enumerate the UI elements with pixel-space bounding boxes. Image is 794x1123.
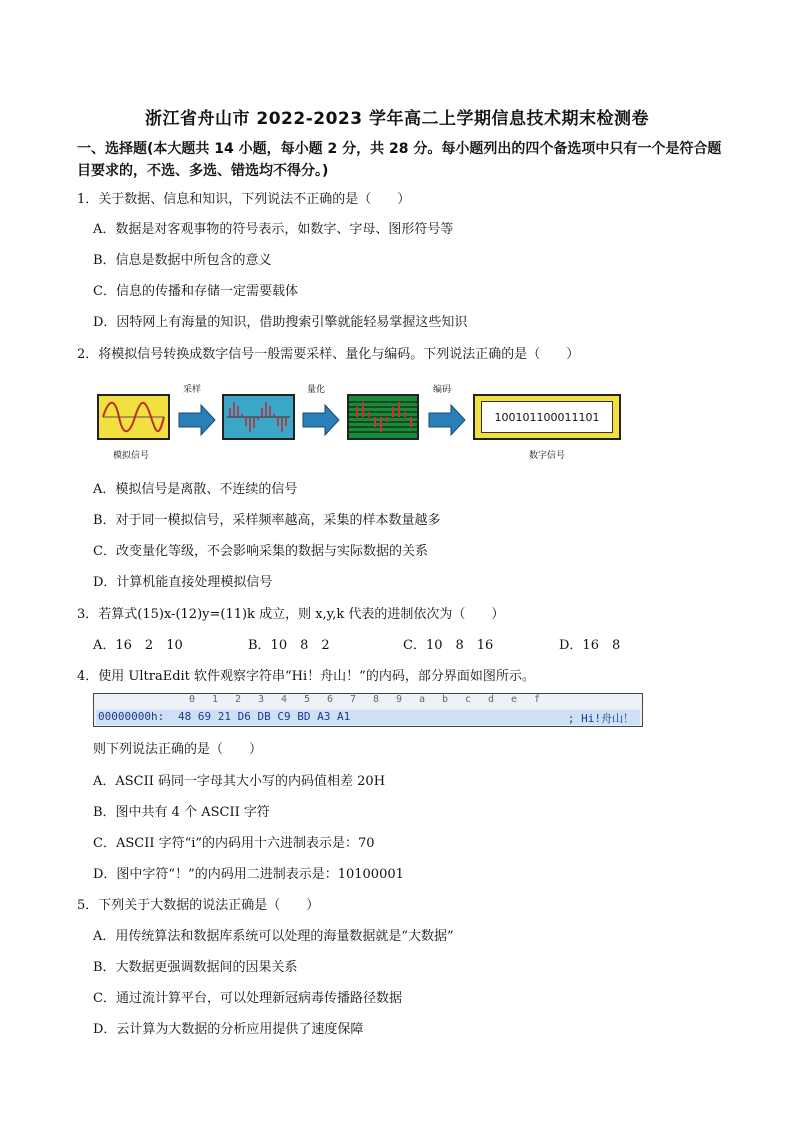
question-3-stem: 3．若算式(15)x-(12)y=(11)k 成立，则 x,y,k 代表的进制依次为（ ） (77, 607, 505, 622)
hex-col-label: 2 (235, 694, 242, 705)
question-1-option-b: B．信息是数据中所包含的意义 (93, 253, 272, 268)
question-5-stem: 5．下列关于大数据的说法正确是（ ） (77, 898, 320, 913)
question-3-option-c: C．10 8 16 (403, 638, 494, 653)
hex-col-label: c (465, 694, 472, 705)
hex-bytes: 48 69 21 D6 DB C9 BD A3 A1 (178, 710, 351, 723)
question-2-option-c: C．改变量化等级，不会影响采集的数据与实际数据的关系 (93, 544, 428, 559)
question-4-sub: 则下列说法正确的是（ ） (93, 742, 263, 757)
question-2-option-a: A．模拟信号是离散、不连续的信号 (93, 482, 298, 497)
digital-signal-box (473, 394, 621, 440)
question-3-option-b: B．10 8 2 (248, 638, 330, 653)
question-3-option-a: A．16 2 10 (93, 638, 183, 653)
sine-wave-icon (99, 396, 168, 438)
step-encoding-label: 编码 (433, 385, 452, 395)
analog-signal-box (97, 394, 170, 440)
question-3-options (93, 634, 653, 654)
hex-address: 00000000h: (98, 710, 165, 723)
hex-column-header (94, 694, 642, 708)
hex-col-label: a (419, 694, 426, 705)
hex-col-label: b (442, 694, 449, 705)
sampled-signal-box (222, 394, 295, 440)
question-1-option-c: C．信息的传播和存储一定需要载体 (93, 284, 298, 299)
question-1-stem: 1．关于数据、信息和知识，下列说法不正确的是（ ） (77, 192, 411, 207)
quantized-wave-icon (349, 396, 417, 438)
question-5-option-d: D．云计算为大数据的分析应用提供了速度保障 (93, 1022, 364, 1037)
hex-col-label: 9 (396, 694, 403, 705)
ultraedit-hex-view (93, 693, 643, 727)
hex-col-label: 6 (327, 694, 334, 705)
binary-code: 100101100011101 (481, 401, 613, 433)
hex-col-label: 7 (350, 694, 357, 705)
hex-col-label: 8 (373, 694, 380, 705)
hex-ascii: ; Hi!舟山！ (567, 712, 634, 725)
analog-caption: 模拟信号 (113, 451, 150, 461)
sampled-wave-icon (224, 396, 293, 438)
hex-col-label: e (511, 694, 518, 705)
question-4-option-c: C．ASCII 字符“i”的内码用十六进制表示是：70 (93, 836, 375, 851)
question-5-option-b: B．大数据更强调数据间的因果关系 (93, 960, 298, 975)
hex-col-label: f (534, 694, 541, 705)
question-5-option-a: A．用传统算法和数据库系统可以处理的海量数据就是“大数据” (93, 929, 454, 944)
question-4-option-d: D．图中字符“！”的内码用二进制表示是：10100001 (93, 867, 404, 882)
question-4-option-a: A．ASCII 码同一字母其大小写的内码值相差 20H (93, 774, 386, 789)
question-4-option-b: B．图中共有 4 个 ASCII 字符 (93, 805, 270, 820)
hex-col-label: d (488, 694, 495, 705)
hex-col-label: 5 (304, 694, 311, 705)
question-5-option-c: C．通过流计算平台，可以处理新冠病毒传播路径数据 (93, 991, 402, 1006)
digital-caption: 数字信号 (529, 451, 566, 461)
arrow-right-icon (177, 402, 217, 438)
arrow-right-icon (301, 402, 341, 438)
arrow-right-icon (427, 402, 467, 438)
hex-col-label: 1 (212, 694, 219, 705)
question-4-stem: 4．使用 UltraEdit 软件观察字符串“Hi！舟山！”的内码，部分界面如图所示。 (77, 669, 535, 684)
section-heading: 一、选择题(本大题共 14 小题，每小题 2 分，共 28 分。每小题列出的四个备选项中只有一个是符合题目要求的，不选、多选、错选均不得分。) (77, 141, 722, 179)
quantized-signal-box (347, 394, 419, 440)
signal-conversion-diagram (97, 385, 623, 464)
hex-col-label: 3 (258, 694, 265, 705)
question-2-option-d: D．计算机能直接处理模拟信号 (93, 575, 273, 590)
hex-data-row (96, 710, 640, 725)
step-quantization-label: 量化 (307, 385, 326, 395)
question-1-option-d: D．因特网上有海量的知识，借助搜索引擎就能轻易掌握这些知识 (93, 315, 468, 330)
question-2-stem: 2．将模拟信号转换成数字信号一般需要采样、量化与编码。下列说法正确的是（ ） (77, 347, 580, 362)
question-1-option-a: A．数据是对客观事物的符号表示，如数字、字母、图形符号等 (93, 222, 454, 237)
page-title: 浙江省舟山市 2022-2023 学年高二上学期信息技术期末检测卷 (144, 109, 650, 129)
question-3-option-d: D．16 8 (559, 638, 621, 653)
step-sampling-label: 采样 (183, 385, 202, 395)
hex-col-label: 4 (281, 694, 288, 705)
hex-col-label: 0 (189, 694, 196, 705)
question-2-option-b: B．对于同一模拟信号，采样频率越高，采集的样本数量越多 (93, 513, 441, 528)
